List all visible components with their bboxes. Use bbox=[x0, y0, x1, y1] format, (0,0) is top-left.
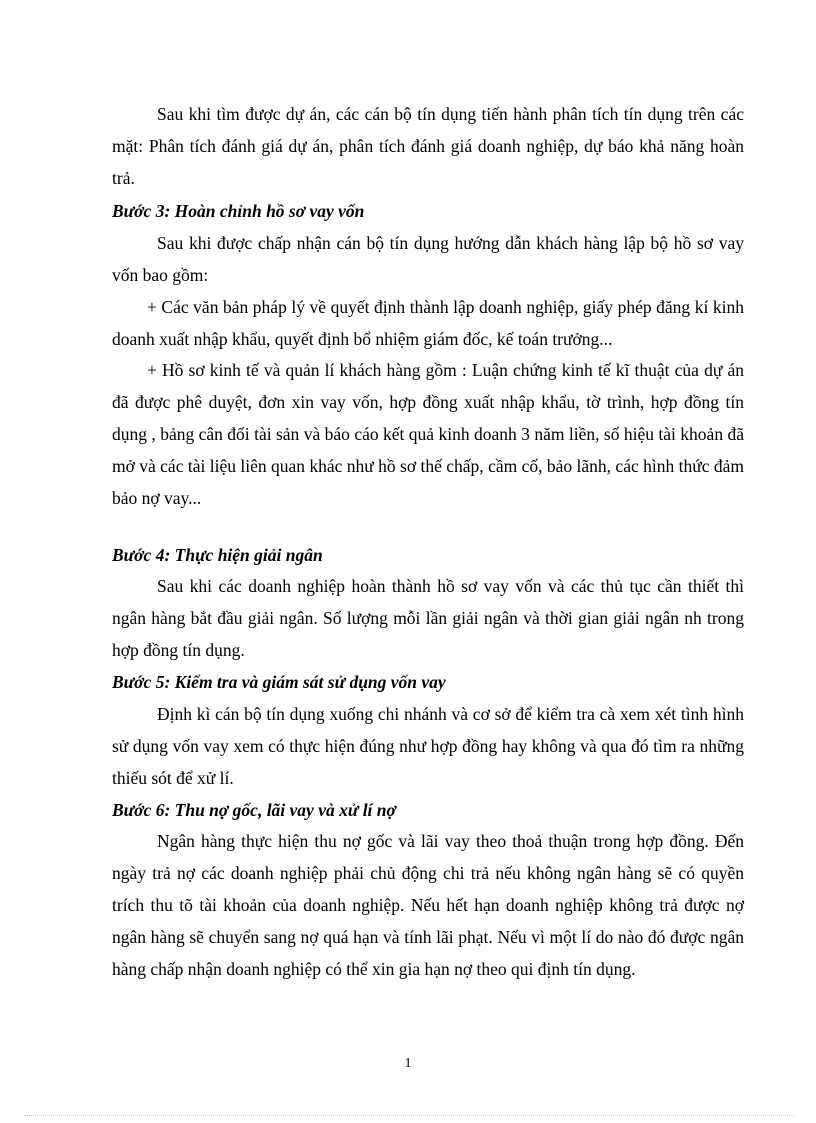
step5-heading: Bước 5: Kiểm tra và giám sát sử dụng vốn vay bbox=[112, 672, 446, 692]
step4-heading: Bước 4: Thực hiện giải ngân bbox=[112, 545, 323, 565]
intro-paragraph: Sau khi tìm được dự án, các cán bộ tín dụng tiến hành phân tích tín dụng trên các mặt: Phân tích đánh giá dự án, phân tích đánh giá doanh nghiệp, dự báo khả năng hoàn trả. bbox=[112, 104, 744, 188]
step3-heading: Bước 3: Hoàn chỉnh hồ sơ vay vốn bbox=[112, 201, 365, 221]
page-bottom-divider bbox=[24, 1115, 794, 1116]
step6-paragraph: Ngân hàng thực hiện thu nợ gốc và lãi vay theo thoả thuận trong hợp đồng. Đến ngày trả nợ các doanh nghiệp phải chủ động chi trả nếu không ngân hàng sẽ có quyền trích thu tõ tài khoản của doanh nghiệp. Nếu hết hạn doanh nghiệp không trả được nợ ngân hàng sẽ chuyển sang nợ quá hạn và tính lãi phạt. Nếu vì một lí do nào đó được ngân hàng chấp nhận doanh nghiệp có thể xin gia hạn nợ theo qui định tín dụng. bbox=[112, 831, 744, 979]
step3-item-economic-documents: + Hồ sơ kinh tế và quản lí khách hàng gồm : Luận chứng kinh tế kĩ thuật của dự án đã được phê duyệt, đơn xin vay vốn, hợp đồng xuất nhập khẩu, tờ trình, hợp đồng tín dụng , bảng cân đối tài sản và báo cáo kết quả kinh doanh 3 năm liền, số hiệu tài khoản đã mở và các tài liệu liên quan khác như hồ sơ thế chấp, cầm cố, bảo lãnh, các hình thức đảm bảo nợ vay... bbox=[112, 360, 744, 508]
page-number: 1 bbox=[404, 1056, 412, 1071]
step3-paragraph: Sau khi được chấp nhận cán bộ tín dụng hướng dẫn khách hàng lập bộ hồ sơ vay vốn bao gồm: bbox=[112, 233, 744, 285]
step6-heading: Bước 6: Thu nợ gốc, lãi vay và xử lí nợ bbox=[112, 800, 396, 820]
step3-item-legal-documents: + Các văn bản pháp lý về quyết định thành lập doanh nghiệp, giấy phép đăng kí kinh doanh xuất nhập khẩu, quyết định bổ nhiệm giám đốc, kế toán trưởng... bbox=[112, 297, 744, 349]
step4-paragraph: Sau khi các doanh nghiệp hoàn thành hồ sơ vay vốn và các thủ tục cần thiết thì ngân hàng bắt đầu giải ngân. Số lượng mỗi lần giải ngân và thời gian giải ngân nh trong hợp đồng tín dụng. bbox=[112, 576, 744, 660]
step5-paragraph: Định kì cán bộ tín dụng xuống chi nhánh và cơ sở để kiểm tra cà xem xét tình hình sử dụng vốn vay xem có thực hiện đúng như hợp đồng hay không và qua đó tìm ra những thiếu sót để xử lí. bbox=[112, 704, 744, 788]
